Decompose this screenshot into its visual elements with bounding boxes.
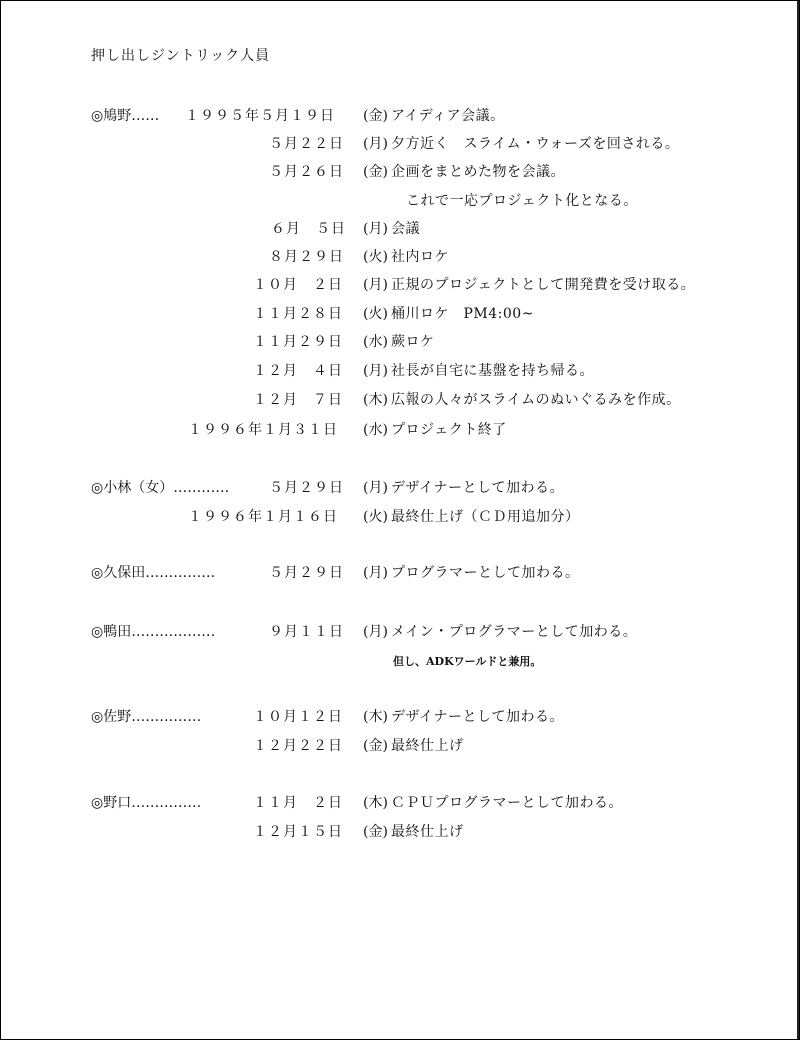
entry-row: [1, 619, 799, 645]
entry-day: (水): [363, 422, 388, 438]
entry-day: (月): [363, 363, 388, 379]
entry-day: (金): [363, 824, 388, 840]
entry-note: 企画をまとめた物を会議。: [391, 164, 565, 180]
entry-note: ＣＰＵプログラマーとして加わる。: [391, 795, 623, 811]
entry-day: (金): [363, 738, 388, 754]
entry-day: (木): [363, 709, 388, 725]
entry-day: (水): [363, 334, 388, 350]
entry-note: プログラマーとして加わる。: [391, 565, 580, 581]
entry-date: １０月１２日: [253, 709, 343, 725]
staff-name: ◎野口……………: [91, 795, 202, 811]
entry-note: 会議: [391, 221, 420, 237]
entry-row: [1, 560, 799, 586]
entry-note: アイディア会議。: [391, 108, 505, 124]
entry-day: (月): [363, 480, 388, 496]
entry-date: ８月２９日: [269, 249, 344, 265]
entry-date: １２月 ４日: [253, 363, 343, 379]
entry-date: ６月 ５日: [271, 221, 346, 237]
entry-note: デザイナーとして加わる。: [391, 480, 565, 496]
entry-date: ５月２６日: [269, 164, 344, 180]
entry-row: [1, 819, 799, 845]
entry-row: [1, 704, 799, 730]
entry-note: 最終仕上げ: [391, 824, 464, 840]
staff-name: ◎久保田……………: [91, 565, 216, 581]
entry-note: 広報の人々がスライムのぬいぐるみを作成。: [391, 392, 681, 408]
entry-date: １１月２９日: [253, 334, 343, 350]
entry-day: (木): [363, 795, 388, 811]
entry-date: ９月１１日: [269, 624, 344, 640]
entry-subnote: 但し、ADKワールドと兼用。: [393, 655, 542, 668]
entry-day: (月): [363, 565, 388, 581]
staff-name: ◎鳩野……: [91, 108, 160, 124]
entry-day: (木): [363, 392, 388, 408]
entry-day: (月): [363, 277, 388, 293]
staff-name: ◎小林（女）…………: [91, 480, 230, 496]
entry-date: ５月２９日: [269, 565, 344, 581]
entry-day: (金): [363, 108, 388, 124]
entry-note: デザイナーとして加わる。: [391, 709, 565, 725]
entry-date: ５月２９日: [269, 480, 344, 496]
entry-row: [1, 216, 799, 242]
entry-row: [1, 329, 799, 355]
entry-row: [1, 159, 799, 185]
entry-row: [1, 301, 799, 327]
entry-day: (月): [363, 624, 388, 640]
entry-date: １２月２２日: [253, 738, 343, 754]
entry-note: プロジェクト終了: [391, 422, 507, 438]
entry-note: 最終仕上げ（ＣＤ用追加分）: [391, 509, 580, 525]
entry-note: 社長が自宅に基盤を持ち帰る。: [391, 363, 594, 379]
entry-day: (金): [363, 164, 388, 180]
entry-date: １１月 ２日: [253, 795, 343, 811]
entry-row: [1, 475, 799, 501]
entry-day: (月): [363, 221, 388, 237]
entry-note: メイン・プログラマーとして加わる。: [391, 624, 638, 640]
entry-row: [1, 790, 799, 816]
entry-date: １１月２８日: [253, 306, 343, 322]
entry-note: これで一応プロジェクト化となる。: [406, 193, 638, 209]
entry-row: [1, 103, 799, 129]
staff-name: ◎佐野……………: [91, 709, 202, 725]
entry-date: １２月１５日: [253, 824, 343, 840]
entry-note: 蕨ロケ: [391, 334, 435, 350]
entry-note: 社内ロケ: [391, 249, 449, 265]
entry-row: [1, 417, 799, 443]
entry-note: 桶川ロケ PM4:00~: [391, 306, 534, 322]
entry-row: [1, 387, 799, 413]
entry-date: １０月 ２日: [253, 277, 343, 293]
entry-row: [1, 272, 799, 298]
entry-date: １９９５年５月１９日: [185, 108, 335, 124]
entry-note: 夕方近く スライム・ウォーズを回される。: [391, 136, 680, 152]
entry-note: 最終仕上げ: [391, 738, 464, 754]
entry-row: [1, 733, 799, 759]
entry-row: [1, 131, 799, 157]
entry-row: [1, 188, 799, 214]
document-title: 押し出しジントリック人員: [91, 48, 271, 64]
entry-date: １２月 ７日: [253, 392, 343, 408]
entry-date: ５月２２日: [269, 136, 344, 152]
entry-day: (月): [363, 136, 388, 152]
entry-day: (火): [363, 509, 388, 525]
entry-row: [1, 504, 799, 530]
entry-day: (火): [363, 249, 388, 265]
entry-row: [1, 358, 799, 384]
staff-name: ◎鴨田………………: [91, 624, 216, 640]
entry-row: [1, 244, 799, 270]
entry-date: １９９６年１月１６日: [188, 509, 338, 525]
entry-note: 正規のプロジェクトとして開発費を受け取る。: [391, 277, 696, 293]
entry-day: (火): [363, 306, 388, 322]
entry-date: １９９６年１月３１日: [188, 422, 338, 438]
